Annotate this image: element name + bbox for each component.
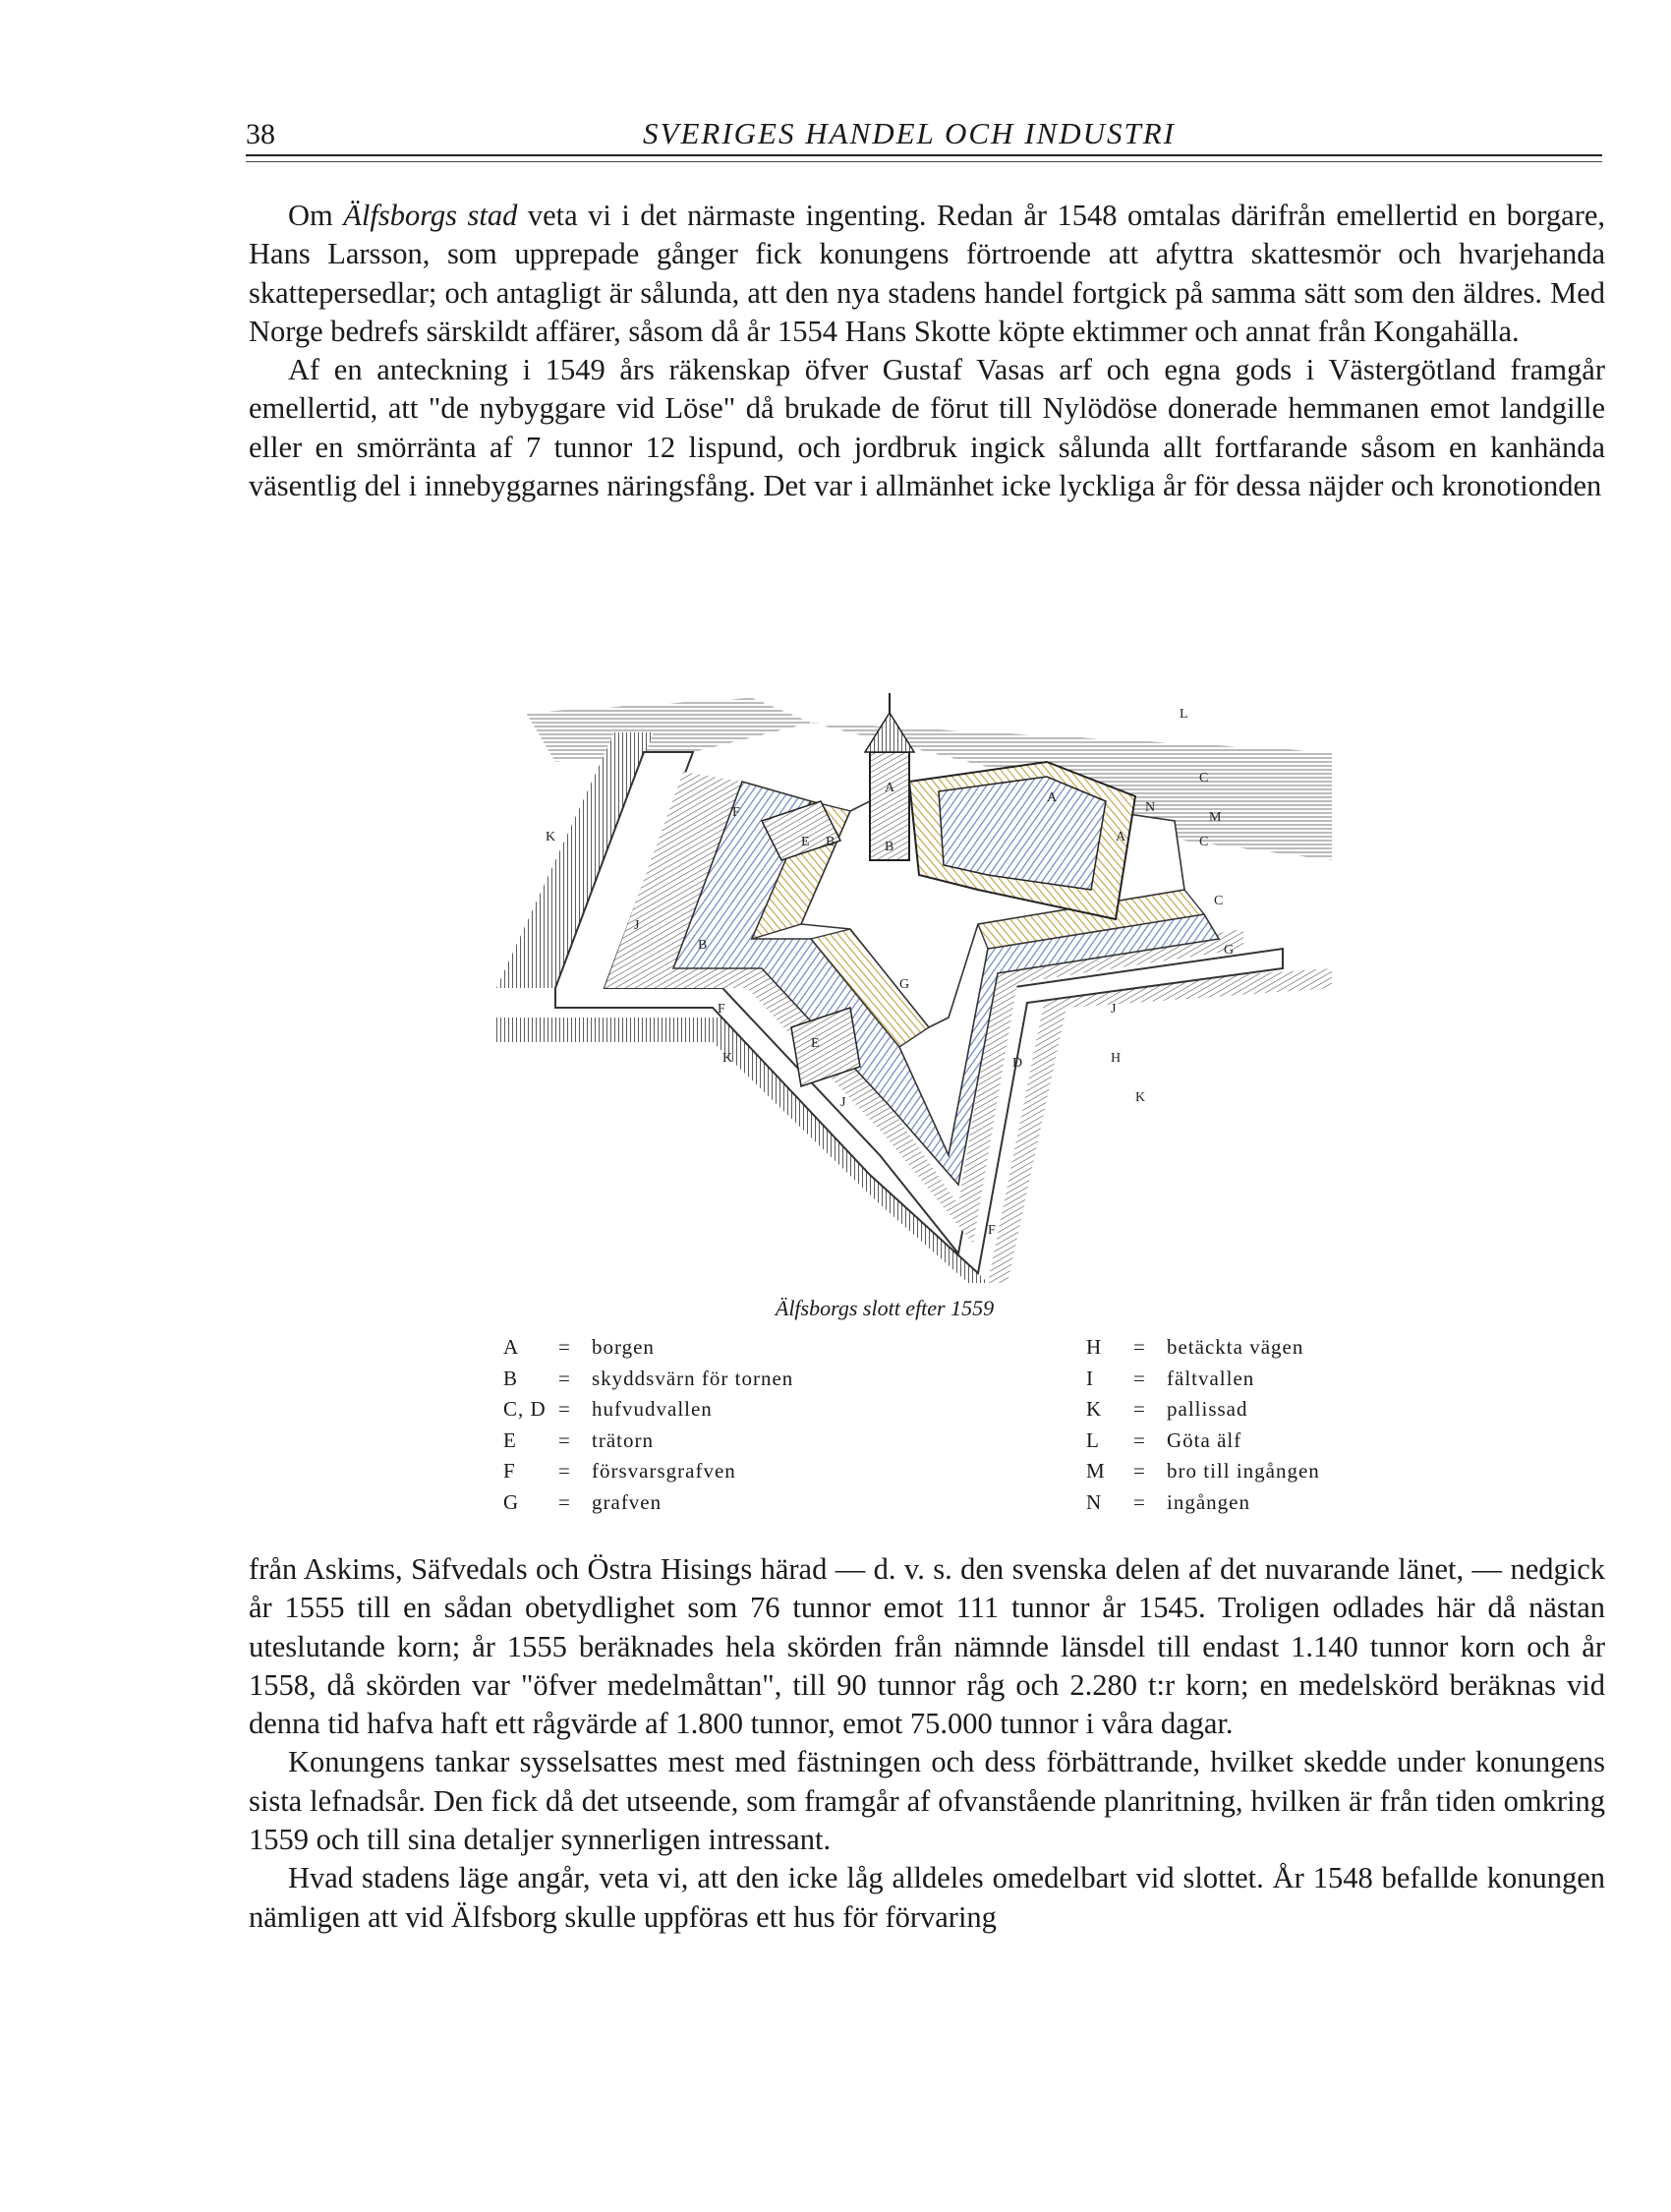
paragraph: från Askims, Säfvedals och Östra Hisings härad — d. v. s. den svenska delen af det nuvarande länet, — nedgick år 1555 till en sådan obetydlighet som 76 tunnor emot 111 tunnor år 1545. Troligen odlades här då nästan uteslutande korn; år 1555 beräknades hela skörden från nämnde länsdel till endast 1.140 tunnor korn och år 1558, då skörden var "öfver medelmåttan", till 90 tunnor råg och 2.280 t:r korn; en medelskörd beräknas vid denna tid hafva haft ett rågvärde af 1.800 tunnor, emot 75.000 tunnor i våra dagar. <box>249 1552 1605 1741</box>
legend-key: E <box>503 1427 517 1452</box>
engraving-label: G <box>899 977 910 992</box>
legend-value: fältvallen <box>1167 1366 1255 1390</box>
engraving-label: C <box>1199 835 1209 849</box>
legend-value: grafven <box>592 1489 663 1514</box>
engraving-label: J <box>1111 1002 1117 1017</box>
legend-key: C, D <box>503 1397 547 1421</box>
paragraph-text: veta vi i det närmaste ingenting. Redan år 1548 omtalas därifrån emellertid en borgare, Hans Larsson, som upprepade gånger fick konungens förtroende att afyttra skattesmör och hvarjehanda skattepersedlar; och antagligt är sålunda, att den nya stadens handel fortgick på samma sätt som den äldres. Med Norge bedrefs särskildt affärer, såsom då år 1554 Hans Skotte köpte ektimmer och annat från Kongahälla. <box>249 199 1606 348</box>
legend-row <box>503 1332 793 1364</box>
engraving-label: F <box>988 1223 996 1238</box>
legend-value: försvarsgrafven <box>592 1459 736 1483</box>
engraving-label: B <box>885 840 894 854</box>
figure-caption: Älfsborgs slott efter 1559 <box>775 1296 995 1320</box>
page-number: 38 <box>246 118 275 150</box>
legend-value: ingången <box>1167 1489 1250 1514</box>
engraving-label: B <box>698 938 708 953</box>
italic-place-name: Älfsborgs stad <box>343 199 518 232</box>
page-header <box>246 116 1573 155</box>
legend-row <box>1086 1364 1320 1395</box>
paragraph-lead: Om <box>288 199 344 232</box>
engraving-label: H <box>1111 1051 1122 1066</box>
legend-value: bro till ingången <box>1167 1459 1320 1483</box>
engraving-label: J <box>840 1095 846 1110</box>
legend-value: borgen <box>592 1335 655 1359</box>
legend-key: B <box>503 1366 519 1390</box>
legend-equals: = <box>558 1397 571 1421</box>
legend-right <box>1086 1332 1320 1518</box>
legend-key: H <box>1086 1335 1103 1359</box>
legend-key: M <box>1086 1459 1106 1483</box>
legend-row <box>1086 1332 1320 1364</box>
legend-row <box>503 1394 793 1426</box>
legend-value: trätorn <box>592 1427 654 1452</box>
engraving-label: D <box>1012 1056 1023 1071</box>
engraving-label: C <box>1214 894 1224 908</box>
paragraph <box>249 197 1605 351</box>
legend-value: betäckta vägen <box>1167 1335 1304 1359</box>
engraving-label: F <box>732 805 740 820</box>
legend-row <box>503 1487 793 1519</box>
engraving-label: L <box>1180 707 1188 722</box>
legend-equals: = <box>1133 1335 1146 1359</box>
body-text-bottom <box>249 1550 1605 1937</box>
legend-key: L <box>1086 1427 1100 1452</box>
engraving-label: B <box>826 835 836 849</box>
body-text-top <box>249 197 1605 505</box>
legend-key: I <box>1086 1366 1094 1390</box>
engraving-label: G <box>1224 943 1235 958</box>
legend-equals: = <box>1133 1427 1146 1452</box>
engraving-label: M <box>1209 810 1222 825</box>
legend-row <box>503 1364 793 1395</box>
engraving-label: A <box>885 781 895 795</box>
engraving-label: N <box>1145 800 1156 815</box>
paragraph: Konungens tankar sysselsattes mest med fästningen och dess förbättrande, hvilket skedde under konungens sista lefnadsår. Den fick då det utseende, som framgår af ofvanstående planritning, hvilken är från tiden omkring 1559 och till sina detaljer synnerligen intressant. <box>249 1745 1605 1857</box>
engraving-label: A <box>1047 790 1058 805</box>
castle-engraving-svg <box>496 693 1332 1288</box>
engraving-label: C <box>1199 771 1209 786</box>
legend-equals: = <box>558 1335 571 1359</box>
header-rule <box>246 154 1602 156</box>
paragraph: Hvad stadens läge angår, veta vi, att den icke låg alldeles omedelbart vid slottet. År 1548 befallde konungen nämligen att vid Älfsborg skulle uppföras ett hus för förvaring <box>249 1861 1605 1934</box>
legend-row <box>1086 1487 1320 1519</box>
legend-equals: = <box>1133 1489 1146 1514</box>
engraving-label: K <box>1135 1090 1146 1105</box>
legend-row <box>1086 1456 1320 1487</box>
engraving-label: K <box>546 830 556 844</box>
engraving-label: A <box>1116 830 1126 844</box>
legend-equals: = <box>1133 1459 1146 1483</box>
legend-left <box>503 1332 793 1518</box>
engraving-label: F <box>718 1002 725 1017</box>
legend-value: Göta älf <box>1167 1427 1242 1452</box>
castle-engraving <box>496 693 1332 1288</box>
palisade-right <box>988 968 1332 1283</box>
engraving-label: E <box>811 1036 820 1051</box>
legend-key: G <box>503 1489 520 1514</box>
legend-equals: = <box>558 1427 571 1452</box>
legend-key: A <box>503 1335 520 1359</box>
engraving-label: J <box>634 918 640 933</box>
legend-value: pallissad <box>1167 1397 1248 1421</box>
engraving-label: K <box>722 1051 733 1066</box>
legend-key: K <box>1086 1397 1103 1421</box>
legend-key: F <box>503 1459 516 1483</box>
legend-equals: = <box>1133 1366 1146 1390</box>
legend-row <box>503 1426 793 1457</box>
legend-key: N <box>1086 1489 1103 1514</box>
legend-equals: = <box>1133 1397 1146 1421</box>
legend-row <box>1086 1394 1320 1426</box>
legend-equals: = <box>558 1489 571 1514</box>
legend-equals: = <box>558 1366 571 1390</box>
running-title: SVERIGES HANDEL OCH INDUSTRI <box>643 116 1176 150</box>
paragraph <box>249 351 1605 505</box>
paragraph-text: Af en anteckning i 1549 års räkenskap öfver Gustaf Vasas arf och egna gods i Västergötland framgår emellertid, att "de nybyggare vid Löse" då brukade de förut till Nylödöse donerade hemmanen emot landgille eller en smörränta af 7 tunnor 12 lispund, och jordbruk ingick sålunda allt fortfarande såsom en kanhända väsentlig del i innebyggarnes näringsfång. Det var i allmänhet icke lyckliga år för dessa näjder och kronotionden <box>249 353 1605 503</box>
legend-value: skyddsvärn för tornen <box>592 1366 794 1390</box>
legend-value: hufvudvallen <box>592 1397 713 1421</box>
legend-equals: = <box>558 1459 571 1483</box>
legend-row <box>1086 1426 1320 1457</box>
engraving-label: E <box>801 835 810 849</box>
header-rule-secondary <box>246 161 1602 162</box>
legend-row <box>503 1456 793 1487</box>
